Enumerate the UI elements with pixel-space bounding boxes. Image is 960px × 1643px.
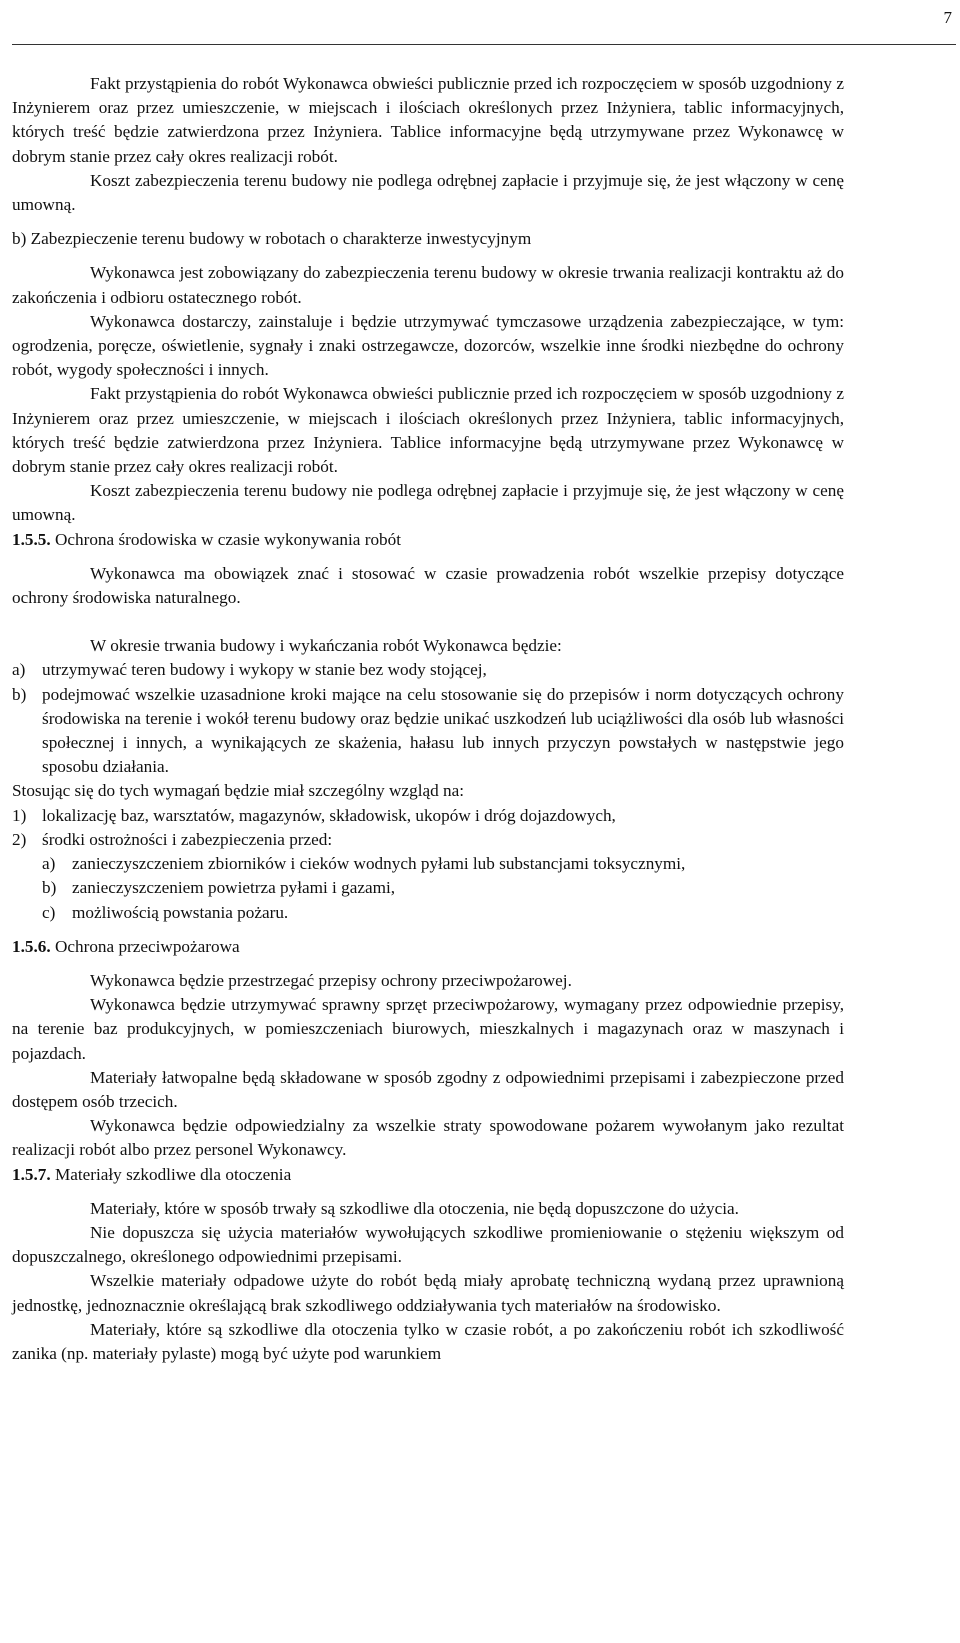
list-marker: 2): [12, 829, 27, 849]
list-marker: b): [42, 878, 57, 898]
paragraph: Wykonawca ma obowiązek znać i stosować w czasie prowadzenia robót wszelkie przepisy dotyczące ochrony środowiska naturalnego.: [12, 563, 844, 608]
header-rule: [12, 44, 956, 45]
paragraph: Wykonawca jest zobowiązany do zabezpieczenia terenu budowy w okresie trwania realizacji kontraktu aż do zakończenia i odbioru ostatecznego robót.: [12, 263, 844, 307]
list-item-text: podejmować wszelkie uzasadnione kroki mające na celu stosowanie się do przepisów i norm dotyczących ochrony środowiska na terenie i wokół terenu budowy oraz będzie unikać uszkodzeń lub uciążliwości dla osób lub własności społecznej i innych, a wynikających ze skażenia, hałasu lub innych przyczyn powstałych w następstwie jego sposobu działania.: [42, 684, 844, 777]
section-title: Materiały szkodliwe dla otoczenia: [54, 1164, 292, 1184]
list-marker: b): [12, 684, 27, 704]
paragraph: Koszt zabezpieczenia terenu budowy nie podlega odrębnej zapłacie i przyjmuje się, że jest włączony w cenę umowną.: [12, 170, 844, 215]
document-body: [12, 72, 844, 1366]
list-item-text: lokalizację baz, warsztatów, magazynów, składowisk, ukopów i dróg dojazdowych,: [42, 805, 616, 825]
paragraph: Koszt zabezpieczenia terenu budowy nie podlega odrębnej zapłacie i przyjmuje się, że jest włączony w cenę umowną.: [12, 481, 844, 525]
paragraph: Fakt przystąpienia do robót Wykonawca obwieści publicznie przed ich rozpoczęciem w sposób uzgodniony z Inżynierem oraz przez umieszczenie, w miejscach i ilościach określonych przez Inżyniera, tablic informacyjnych, których treść będzie zatwierdzona przez Inżyniera. Tablice informacyjne będą utrzymywane przez Wykonawcę w dobrym stanie przez cały okres realizacji robót.: [12, 74, 844, 166]
list-marker: a): [12, 660, 26, 680]
section-title: Ochrona przeciwpożarowa: [54, 936, 240, 956]
paragraph: Wykonawca będzie odpowiedzialny za wszelkie straty spowodowane pożarem wywołanym jako rezultat realizacji robót albo przez personel Wykonawcy.: [12, 1116, 844, 1160]
paragraph: Wykonawca dostarczy, zainstaluje i będzie utrzymywać tymczasowe urządzenia zabezpieczające, w tym: ogrodzenia, poręcze, oświetlenie, sygnały i znaki ostrzegawcze, dozorców, wszelkie inne środki niezbędne do ochrony robót, wygody społeczności i innych.: [12, 311, 844, 380]
paragraph: Nie dopuszcza się użycia materiałów wywołujących szkodliwe promieniowanie o stężeniu większym od dopuszczalnego, określonego odpowiednimi przepisami.: [12, 1222, 844, 1267]
section-heading: [12, 935, 844, 959]
list-item-text: zanieczyszczeniem powietrza pyłami i gazami,: [72, 878, 396, 898]
list-item: [42, 876, 844, 900]
list-marker: a): [42, 854, 56, 874]
paragraph: Materiały, które w sposób trwały są szkodliwe dla otoczenia, nie będą dopuszczone do użycia.: [90, 1198, 739, 1218]
list-marker: c): [42, 902, 56, 922]
list-marker: 1): [12, 805, 27, 825]
nested-list: [42, 852, 844, 925]
section-number: 1.5.5.: [12, 529, 51, 549]
list-item: [42, 901, 844, 925]
spacer: [12, 610, 844, 634]
paragraph: Wykonawca będzie przestrzegać przepisy ochrony przeciwpożarowej.: [90, 970, 572, 990]
list-item-text: środki ostrożności i zabezpieczenia przed:: [42, 829, 333, 849]
section-heading: [12, 528, 844, 552]
section-number: 1.5.6.: [12, 936, 51, 956]
list-item-text: możliwością powstania pożaru.: [72, 902, 289, 922]
list-item: [12, 683, 844, 780]
paragraph: Stosując się do tych wymagań będzie miał szczególny wzgląd na:: [12, 781, 464, 801]
list-item-text: utrzymywać teren budowy i wykopy w stanie bez wody stojącej,: [42, 660, 487, 680]
list-item: [12, 828, 844, 852]
paragraph: Wykonawca będzie utrzymywać sprawny sprzęt przeciwpożarowy, wymagany przez odpowiednie przepisy, na terenie baz produkcyjnych, w pomieszczeniach biurowych, mieszkalnych i magazynach oraz w maszynach i pojazdach.: [12, 995, 844, 1063]
subsection-heading: b) Zabezpieczenie terenu budowy w robotach o charakterze inwestycyjnym: [12, 229, 532, 249]
paragraph: Materiały, które są szkodliwe dla otoczenia tylko w czasie robót, a po zakończeniu robót ich szkodliwość zanika (np. materiały pylaste) mogą być użyte pod warunkiem: [12, 1319, 844, 1363]
list-item: [12, 804, 844, 828]
paragraph: Materiały łatwopalne będą składowane w sposób zgodny z odpowiednimi przepisami i zabezpieczone przed dostępem osób trzecich.: [12, 1067, 844, 1111]
paragraph: Wszelkie materiały odpadowe użyte do robót będą miały aprobatę techniczną wydaną przez uprawnioną jednostkę, jednoznacznie określającą brak szkodliwego oddziaływania tych materiałów na środowisko.: [12, 1271, 844, 1315]
numbered-list: [12, 804, 844, 852]
section-number: 1.5.7.: [12, 1164, 51, 1184]
page-number: 7: [943, 8, 952, 27]
paragraph: Fakt przystąpienia do robót Wykonawca obwieści publicznie przed ich rozpoczęciem w sposób uzgodniony z Inżynierem oraz przez umieszczenie, w miejscach i ilościach określonych przez Inżyniera, tablic informacyjnych, których treść będzie zatwierdzona przez Inżyniera. Tablice informacyjne będą utrzymywane przez Wykonawcę w dobrym stanie przez cały okres realizacji robót.: [12, 384, 844, 477]
list-item: [42, 852, 844, 876]
list-item: [12, 658, 844, 682]
section-heading: [12, 1163, 844, 1187]
list-item-text: zanieczyszczeniem zbiorników i cieków wodnych pyłami lub substancjami toksycznymi,: [72, 854, 686, 874]
section-title: Ochrona środowiska w czasie wykonywania robót: [54, 529, 402, 549]
numbered-list: [12, 658, 844, 779]
paragraph: W okresie trwania budowy i wykańczania robót Wykonawca będzie:: [90, 636, 562, 656]
